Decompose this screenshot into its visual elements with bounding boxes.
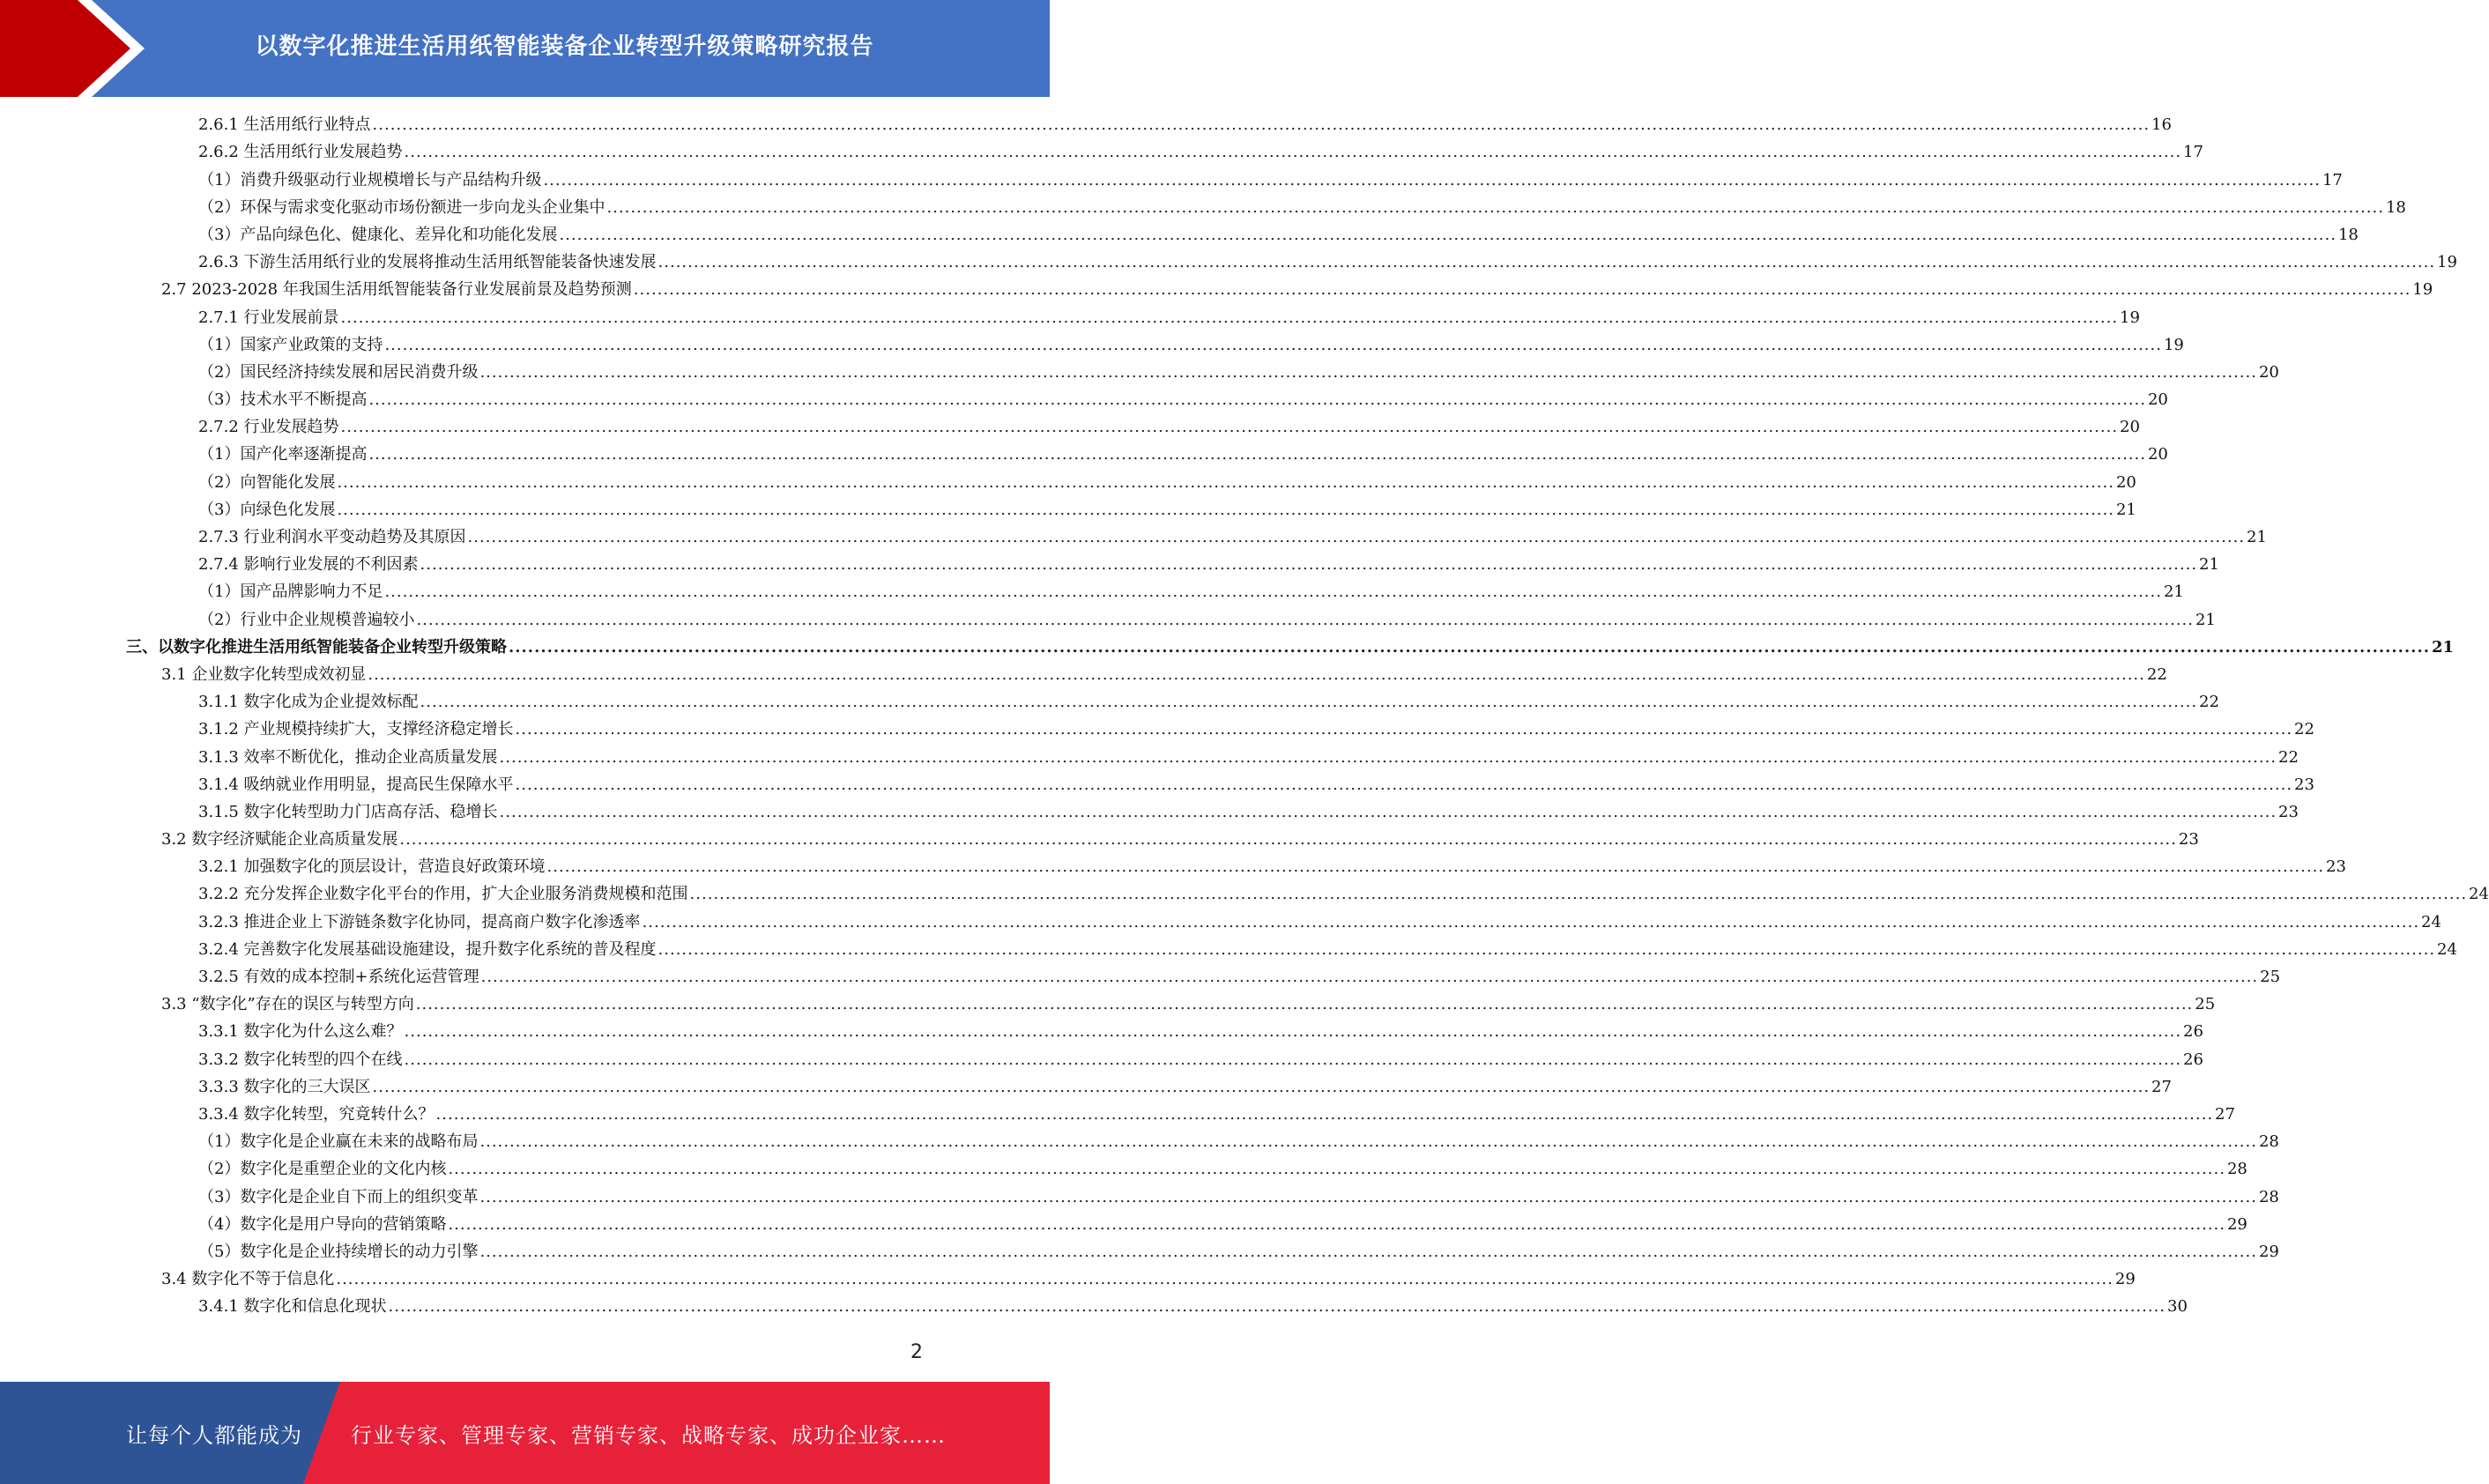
toc-entry-label: 3.2.1 加强数字化的顶层设计，营造良好政策环境 <box>198 857 546 877</box>
toc-entry-label: （5）数字化是企业持续增长的动力引擎 <box>198 1242 479 1261</box>
toc-entry-page: 23 <box>2294 775 2314 794</box>
toc-leader-dots: ............................................................................................................................................................................................................................................................................................................ <box>368 390 2146 410</box>
toc-leader-dots: ............................................................................................................................................................................................................................................................................................................ <box>384 582 2162 602</box>
toc-entry[interactable] <box>0 249 2457 277</box>
toc-entry-label: （4）数字化是用户导向的营销策略 <box>198 1214 447 1234</box>
toc-leader-dots: ............................................................................................................................................................................................................................................................................................................ <box>415 995 2194 1014</box>
footer-slogan-right: 行业专家、管理专家、营销专家、战略专家、成功企业家…… <box>351 1422 946 1448</box>
toc-leader-dots: ............................................................................................................................................................................................................................................................................................................ <box>606 197 2384 217</box>
toc-entry-page: 18 <box>2385 197 2406 217</box>
toc-entry-label: （1）数字化是企业赢在未来的战略布局 <box>198 1132 479 1152</box>
toc-entry-page: 19 <box>2163 335 2184 354</box>
toc-entry[interactable] <box>0 112 2172 139</box>
toc-leader-dots: ............................................................................................................................................................................................................................................................................................................ <box>404 1050 2182 1069</box>
toc-entry[interactable] <box>0 1212 2248 1239</box>
toc-leader-dots: ............................................................................................................................................................................................................................................................................................................ <box>642 912 2420 931</box>
toc-entry-page: 19 <box>2412 280 2433 300</box>
toc-entry-page: 21 <box>2247 528 2267 546</box>
toc-entry-label: （2）向智能化发展 <box>198 472 336 492</box>
toc-leader-dots: ............................................................................................................................................................................................................................................................................................................ <box>480 968 2259 986</box>
toc-entry-page: 17 <box>2183 143 2203 162</box>
toc-entry-page: 24 <box>2437 939 2457 959</box>
toc-entry-label: 3.3.4 数字化转型，究竟转什么？ <box>198 1104 435 1124</box>
toc-entry[interactable] <box>0 1294 2188 1321</box>
toc-entry[interactable] <box>0 1156 2248 1183</box>
toc-leader-dots: ............................................................................................................................................................................................................................................................................................................ <box>543 170 2321 189</box>
toc-leader-dots: ............................................................................................................................................................................................................................................................................................................ <box>658 939 2436 959</box>
toc-entry-page: 23 <box>2326 857 2346 877</box>
toc-entry-label: （3）数字化是企业自下而上的组织变革 <box>198 1187 479 1206</box>
toc-entry-page: 18 <box>2337 225 2359 244</box>
toc-entry[interactable] <box>0 991 2216 1019</box>
toc-leader-dots: ............................................................................................................................................................................................................................................................................................................ <box>337 472 2114 492</box>
toc-entry[interactable] <box>0 799 2299 827</box>
toc-entry-page: 20 <box>2147 390 2168 410</box>
toc-leader-dots: ............................................................................................................................................................................................................................................................................................................ <box>368 664 2145 684</box>
toc-leader-dots: ............................................................................................................................................................................................................................................................................................................ <box>515 720 2293 739</box>
toc-leader-dots: ............................................................................................................................................................................................................................................................................................................ <box>404 1022 2182 1042</box>
toc-entry-page: 27 <box>2215 1104 2235 1124</box>
toc-entry[interactable] <box>0 360 2279 387</box>
toc-entry-label: 3.1.2 产业规模持续扩大，支撑经济稳定增长 <box>198 720 514 739</box>
toc-leader-dots: ............................................................................................................................................................................................................................................................................................................ <box>420 555 2198 575</box>
toc-entry-page: 23 <box>2278 802 2299 821</box>
toc-entry-page: 21 <box>2431 637 2455 657</box>
footer-slogan-left: 让每个人都能成为 <box>126 1422 302 1448</box>
toc-entry[interactable] <box>0 1266 2136 1294</box>
toc-entry[interactable] <box>0 964 2281 991</box>
toc-entry[interactable] <box>0 1019 2203 1046</box>
toc-leader-dots: ............................................................................................................................................................................................................................................................................................................ <box>479 1187 2257 1206</box>
toc-entry[interactable] <box>0 222 2359 249</box>
toc-entry-label: （3）产品向绿色化、健康化、差异化和功能化发展 <box>198 225 558 244</box>
toc-entry[interactable] <box>0 304 2140 331</box>
toc-entry[interactable] <box>0 744 2299 771</box>
toc-entry-page: 26 <box>2183 1022 2203 1042</box>
toc-entry[interactable] <box>0 497 2136 524</box>
toc-entry-label: 3.3.1 数字化为什么这么难？ <box>198 1022 403 1042</box>
toc-entry-page: 25 <box>2195 995 2216 1014</box>
toc-entry-label: 3.2.5 有效的成本控制+系统化运营管理 <box>198 968 479 986</box>
toc-entry[interactable] <box>0 195 2406 222</box>
toc-entry-page: 22 <box>2199 693 2219 712</box>
toc-entry[interactable] <box>0 332 2184 360</box>
toc-entry-label: （1）国产品牌影响力不足 <box>198 582 383 602</box>
toc-entry[interactable] <box>0 662 2167 689</box>
toc-entry-label: 3.1.1 数字化成为企业提效标配 <box>198 693 419 712</box>
toc-entry-page: 29 <box>2226 1214 2248 1234</box>
toc-entry-label: 2.6.2 生活用纸行业发展趋势 <box>198 143 403 162</box>
toc-entry-label: （2）国民经济持续发展和居民消费升级 <box>198 362 479 382</box>
toc-entry-label: 2.7.1 行业发展前景 <box>198 308 339 327</box>
toc-entry-page: 30 <box>2167 1297 2188 1317</box>
table-of-contents <box>0 112 2489 1321</box>
toc-leader-dots: ............................................................................................................................................................................................................................................................................................................ <box>368 445 2146 464</box>
toc-entry[interactable] <box>0 387 2168 414</box>
toc-entry-label: 三、以数字化推进生活用纸智能装备企业转型升级策略 <box>126 637 507 657</box>
toc-entry[interactable] <box>0 1129 2279 1156</box>
toc-entry-page: 16 <box>2151 115 2172 135</box>
toc-leader-dots: ............................................................................................................................................................................................................................................................................................................ <box>340 308 2119 327</box>
toc-entry[interactable] <box>0 634 2455 662</box>
toc-entry[interactable] <box>0 881 2489 909</box>
toc-entry[interactable] <box>0 277 2433 304</box>
toc-leader-dots: ............................................................................................................................................................................................................................................................................................................ <box>337 500 2114 519</box>
toc-entry-page: 23 <box>2178 830 2199 850</box>
toc-entry-label: 2.6.1 生活用纸行业特点 <box>198 115 371 135</box>
toc-entry-page: 28 <box>2258 1187 2279 1206</box>
toc-leader-dots: ............................................................................................................................................................................................................................................................................................................ <box>435 1104 2214 1124</box>
toc-entry-label: （1）国产化率逐渐提高 <box>198 445 368 464</box>
toc-entry-label: 3.3.3 数字化的三大误区 <box>198 1077 371 1096</box>
toc-entry-label: （2）行业中企业规模普遍较小 <box>198 610 415 629</box>
toc-entry[interactable] <box>0 772 2314 799</box>
toc-entry-label: 3.2.2 充分发挥企业数字化平台的作用，扩大企业服务消费规模和范围 <box>198 885 688 904</box>
toc-entry-page: 28 <box>2258 1132 2279 1152</box>
toc-leader-dots: ............................................................................................................................................................................................................................................................................................................ <box>658 253 2436 272</box>
toc-entry-page: 28 <box>2226 1160 2248 1179</box>
toc-entry[interactable] <box>0 689 2219 716</box>
toc-entry-label: 3.3 “数字化”存在的误区与转型方向 <box>161 995 414 1014</box>
footer-banner <box>0 1382 1050 1484</box>
toc-entry[interactable] <box>0 1046 2203 1073</box>
toc-entry-page: 22 <box>2294 720 2314 739</box>
toc-leader-dots: ............................................................................................................................................................................................................................................................................................................ <box>559 225 2337 244</box>
toc-leader-dots: ............................................................................................................................................................................................................................................................................................................ <box>479 362 2257 382</box>
toc-entry-page: 27 <box>2151 1077 2172 1096</box>
toc-entry[interactable] <box>0 552 2219 579</box>
toc-entry-label: （1）国家产业政策的支持 <box>198 335 383 354</box>
toc-entry[interactable] <box>0 1239 2279 1266</box>
toc-entry[interactable] <box>0 441 2168 469</box>
toc-entry-label: 2.7.2 行业发展趋势 <box>198 418 339 437</box>
toc-entry-page: 26 <box>2183 1050 2203 1069</box>
toc-leader-dots: ............................................................................................................................................................................................................................................................................................................ <box>340 418 2119 437</box>
toc-leader-dots: ............................................................................................................................................................................................................................................................................................................ <box>372 1077 2151 1096</box>
toc-entry[interactable] <box>0 827 2199 854</box>
toc-entry-label: 3.4 数字化不等于信息化 <box>161 1270 335 1289</box>
toc-entry-label: 2.7.4 影响行业发展的不利因素 <box>198 555 419 575</box>
toc-entry[interactable] <box>0 524 2267 552</box>
toc-entry-page: 20 <box>2120 418 2140 437</box>
toc-entry-label: （3）向绿色化发展 <box>198 500 336 519</box>
toc-entry[interactable] <box>0 606 2216 634</box>
toc-entry[interactable] <box>0 167 2343 194</box>
toc-entry[interactable] <box>0 909 2441 936</box>
toc-leader-dots: ............................................................................................................................................................................................................................................................................................................ <box>388 1297 2166 1317</box>
report-title: 以数字化推进生活用纸智能装备企业转型升级策略研究报告 <box>255 33 874 60</box>
toc-leader-dots: ............................................................................................................................................................................................................................................................................................................ <box>509 637 2430 657</box>
toc-entry-page: 22 <box>2146 664 2167 684</box>
toc-entry-label: 2.6.3 下游生活用纸行业的发展将推动生活用纸智能装备快速发展 <box>198 253 657 272</box>
toc-entry[interactable] <box>0 579 2184 606</box>
toc-entry-label: 3.2 数字经济赋能企业高质量发展 <box>161 830 398 850</box>
toc-entry-label: 2.7.3 行业利润水平变动趋势及其原因 <box>198 528 466 546</box>
toc-entry[interactable] <box>0 469 2136 496</box>
toc-entry-label: （2）环保与需求变化驱动市场份额进一步向龙头企业集中 <box>198 197 606 217</box>
toc-entry-page: 20 <box>2115 472 2136 492</box>
toc-entry[interactable] <box>0 937 2457 964</box>
toc-entry-page: 17 <box>2322 170 2343 189</box>
toc-entry-label: 3.4.1 数字化和信息化现状 <box>198 1297 387 1317</box>
toc-leader-dots: ............................................................................................................................................................................................................................................................................................................ <box>416 610 2194 629</box>
toc-entry[interactable] <box>0 414 2140 441</box>
toc-entry-label: 3.1.4 吸纳就业作用明显，提高民生保障水平 <box>198 775 514 794</box>
toc-entry-page: 25 <box>2260 968 2281 986</box>
toc-entry-label: （3）技术水平不断提高 <box>198 390 368 410</box>
toc-entry-page: 19 <box>2437 253 2457 272</box>
toc-entry[interactable] <box>0 716 2314 744</box>
toc-leader-dots: ............................................................................................................................................................................................................................................................................................................ <box>448 1160 2225 1179</box>
toc-entry-label: 3.1.3 效率不断优化，推动企业高质量发展 <box>198 747 498 767</box>
toc-entry-page: 21 <box>2195 610 2216 629</box>
toc-leader-dots: ............................................................................................................................................................................................................................................................................................................ <box>448 1214 2225 1234</box>
toc-entry-page: 22 <box>2278 747 2299 767</box>
toc-entry-page: 19 <box>2120 308 2140 327</box>
toc-leader-dots: ............................................................................................................................................................................................................................................................................................................ <box>336 1270 2114 1289</box>
toc-leader-dots: ............................................................................................................................................................................................................................................................................................................ <box>372 115 2151 135</box>
toc-leader-dots: ............................................................................................................................................................................................................................................................................................................ <box>633 280 2411 300</box>
toc-entry[interactable] <box>0 1183 2279 1211</box>
toc-leader-dots: ............................................................................................................................................................................................................................................................................................................ <box>399 830 2177 850</box>
toc-entry-label: 2.7 2023-2028 年我国生活用纸智能装备行业发展前景及趋势预测 <box>161 280 632 300</box>
toc-entry-label: 3.1.5 数字化转型助力门店高存活、稳增长 <box>198 802 498 821</box>
report-header <box>0 0 1050 97</box>
toc-leader-dots: ............................................................................................................................................................................................................................................................................................................ <box>499 802 2277 821</box>
toc-entry-page: 20 <box>2147 445 2168 464</box>
toc-entry-label: （2）数字化是重塑企业的文化内核 <box>198 1160 447 1179</box>
page-number: 2 <box>910 1341 923 1363</box>
toc-entry-label: 3.2.3 推进企业上下游链条数字化协同，提高商户数字化渗透率 <box>198 912 641 931</box>
toc-entry-page: 21 <box>2163 582 2184 602</box>
toc-entry-label: 3.2.4 完善数字化发展基础设施建设，提升数字化系统的普及程度 <box>198 939 657 959</box>
toc-leader-dots: ............................................................................................................................................................................................................................................................................................................ <box>467 528 2246 546</box>
red-chevron-decoration <box>0 0 141 97</box>
toc-leader-dots: ............................................................................................................................................................................................................................................................................................................ <box>689 885 2468 904</box>
toc-entry-page: 21 <box>2115 500 2136 519</box>
toc-leader-dots: ............................................................................................................................................................................................................................................................................................................ <box>515 775 2293 794</box>
toc-entry-label: 3.1 企业数字化转型成效初显 <box>161 664 367 684</box>
toc-entry-page: 29 <box>2258 1242 2279 1261</box>
toc-entry-page: 29 <box>2114 1270 2136 1289</box>
toc-entry-page: 20 <box>2258 362 2279 382</box>
toc-entry[interactable] <box>0 139 2203 167</box>
toc-entry-page: 21 <box>2199 555 2219 575</box>
toc-leader-dots: ............................................................................................................................................................................................................................................................................................................ <box>499 747 2277 767</box>
toc-leader-dots: ............................................................................................................................................................................................................................................................................................................ <box>479 1242 2257 1261</box>
toc-leader-dots: ............................................................................................................................................................................................................................................................................................................ <box>479 1132 2257 1152</box>
toc-entry[interactable] <box>0 854 2346 881</box>
toc-leader-dots: ............................................................................................................................................................................................................................................................................................................ <box>384 335 2162 354</box>
toc-entry-page: 24 <box>2469 885 2489 904</box>
toc-entry[interactable] <box>0 1102 2235 1129</box>
toc-leader-dots: ............................................................................................................................................................................................................................................................................................................ <box>546 857 2325 877</box>
toc-entry-label: （1）消费升级驱动行业规模增长与产品结构升级 <box>198 170 542 189</box>
toc-entry[interactable] <box>0 1074 2172 1102</box>
toc-entry-page: 24 <box>2421 912 2441 931</box>
toc-leader-dots: ............................................................................................................................................................................................................................................................................................................ <box>404 143 2182 162</box>
toc-leader-dots: ............................................................................................................................................................................................................................................................................................................ <box>420 693 2198 712</box>
toc-entry-label: 3.3.2 数字化转型的四个在线 <box>198 1050 403 1069</box>
